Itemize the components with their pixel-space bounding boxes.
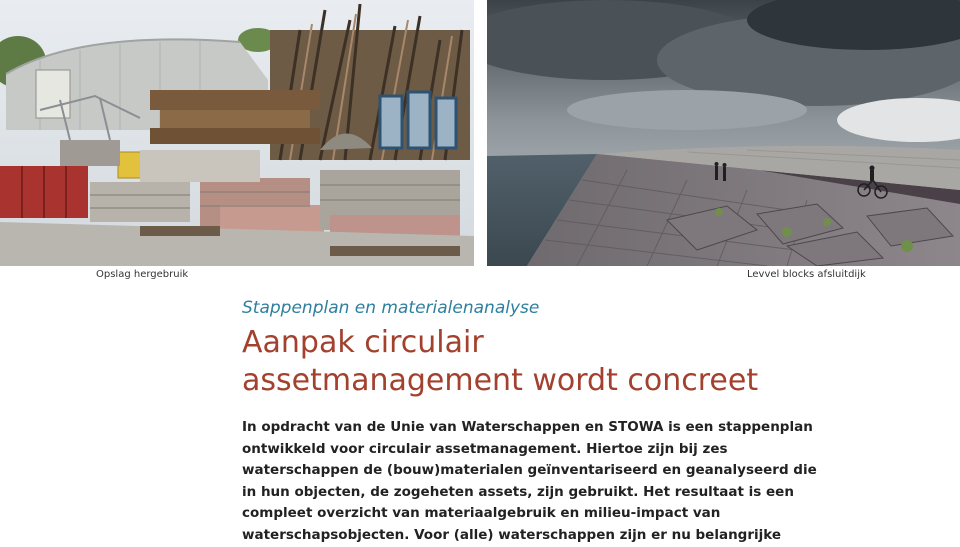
levvel-blocks-dike-photo	[487, 0, 960, 266]
photo-levvel-blocks	[487, 0, 960, 266]
photo-caption-levvel: Levvel blocks afsluitdijk	[747, 269, 866, 280]
intro-line: In opdracht van de Unie van Waterschappen en STOWA is een stappenplan	[242, 419, 813, 435]
intro-line: waterschappen de (bouw)materialen geïnventariseerd en geanalyseerd die	[242, 462, 817, 479]
article-title-line: Aanpak circulair	[242, 325, 484, 360]
article-title	[242, 324, 802, 400]
intro-line: compleet overzicht van materiaalgebruik en milieu-impact van	[242, 505, 721, 522]
article-kicker: Stappenplan en materialenanalyse	[242, 298, 540, 318]
article-intro	[242, 417, 817, 547]
photo-caption-storage: Opslag hergebruik	[96, 269, 189, 280]
intro-line: in hun objecten, de zogeheten assets, zijn gebruikt. Het resultaat is een	[242, 483, 794, 500]
photo-reuse-storage	[0, 0, 474, 266]
intro-line: waterschapsobjecten. Voor (alle) waterschappen zijn er nu belangrijke	[242, 526, 782, 543]
intro-line: ontwikkeld voor circulair assetmanagement. Hiertoe zijn bij zes	[242, 440, 728, 457]
article-title-line: assetmanagement wordt concreet	[242, 363, 759, 398]
reuse-storage-yard-photo	[0, 0, 474, 266]
